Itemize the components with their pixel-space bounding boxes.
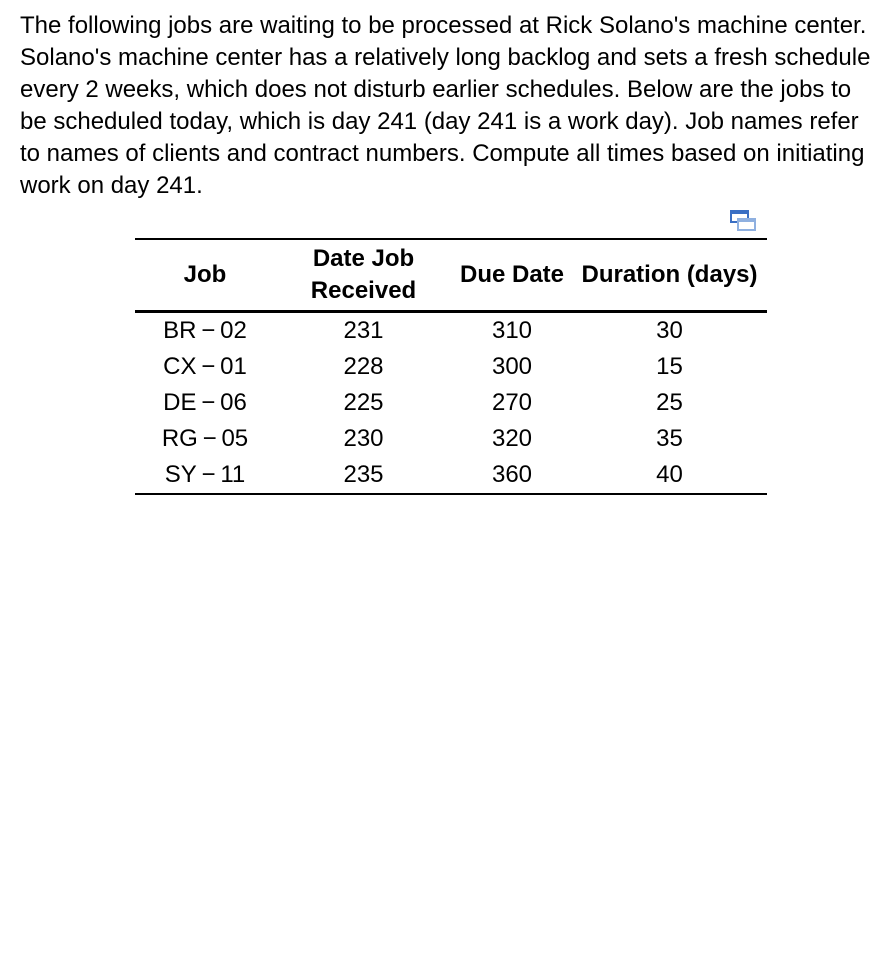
header-date-received-label: Date Job Received: [310, 245, 417, 304]
table-row: [135, 421, 767, 457]
cell-duration: 25: [656, 389, 683, 416]
cell-duration: 15: [656, 353, 683, 380]
table-row: [135, 385, 767, 421]
cell-date-received: 228: [343, 353, 384, 380]
cell-duration: 35: [656, 425, 683, 452]
cell-job: BR − 02: [163, 317, 247, 344]
cell-date-received: 231: [343, 317, 384, 344]
header-due-date: Due Date: [459, 261, 565, 288]
cell-due-date: 320: [491, 425, 533, 452]
header-date-received: [275, 239, 452, 312]
cell-duration: 40: [656, 461, 683, 488]
cell-date-received: 225: [343, 389, 384, 416]
cell-job: CX − 01: [163, 353, 247, 380]
table-row: [135, 312, 767, 350]
cell-job: RG − 05: [161, 425, 249, 452]
cell-due-date: 310: [491, 317, 533, 344]
jobs-table: [135, 238, 767, 495]
table-row: [135, 457, 767, 494]
table-header-row: [135, 239, 767, 312]
cell-due-date: 360: [491, 461, 533, 488]
header-duration: Duration (days): [581, 261, 758, 288]
cell-due-date: 300: [491, 353, 533, 380]
cell-due-date: 270: [491, 389, 533, 416]
cell-date-received: 230: [343, 425, 384, 452]
table-row: [135, 349, 767, 385]
cell-job: DE − 06: [163, 389, 247, 416]
cell-duration: 30: [656, 317, 683, 344]
header-job: Job: [183, 261, 227, 288]
question-text: The following jobs are waiting to be processed at Rick Solano's machine center. Solano's machine center has a relatively long backlog and sets a fresh schedule every 2 weeks, which does not disturb earlier schedules. Below are the jobs to be scheduled today, which is day 241 (day 241 is a work day). Job names refer to names of clients and contract numbers. Compute all times based on initiating work on day 241.: [20, 12, 871, 199]
copy-table-icon[interactable]: [730, 210, 756, 234]
cell-date-received: 235: [343, 461, 384, 488]
cell-job: SY − 11: [164, 461, 246, 488]
